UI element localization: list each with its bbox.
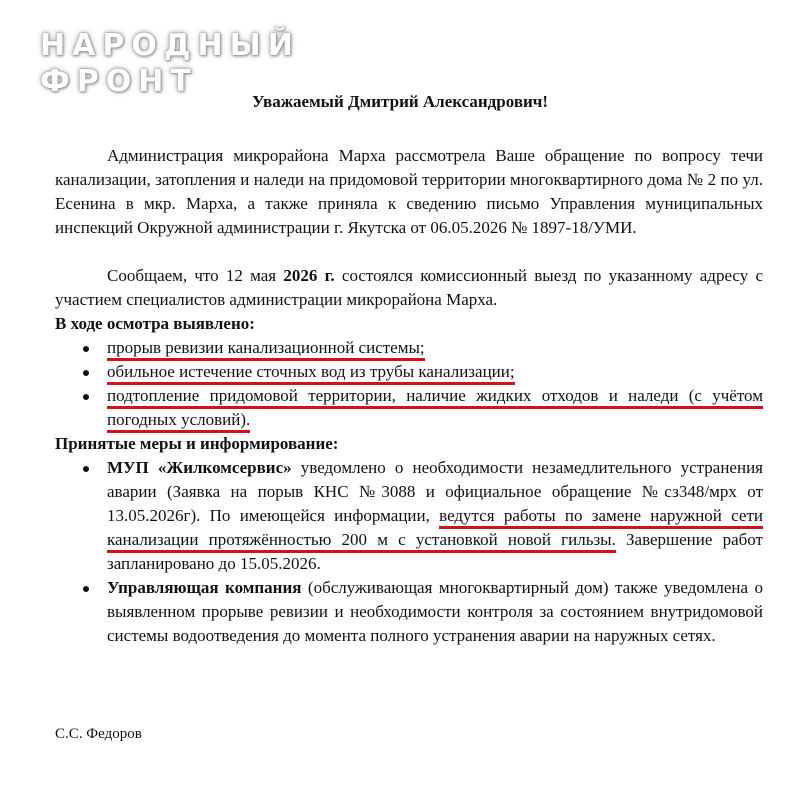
measures-list [0,456,763,648]
finding-3: подтопление придомовой территории, наличие жидких отходов и наледи (с учётом погодных условий). [107,386,763,433]
bullet-icon [83,586,89,592]
logo-line-2: ФРОНТ [40,64,198,99]
bullet-icon [83,466,89,472]
paragraph-1: Администрация микрорайона Марха рассмотрела Ваше обращение по вопросу течи канализации, затопления и наледи на придомовой территории многоквартирного дома № 2 по ул. Есенина в мкр. Марха, а также приняла к сведению письмо Управления муниципальных инспекций Окружной администрации г. Якутска от 06.05.2026 № 1897-18/УМИ. [55,146,763,237]
logo-line-1: НАРОДНЫЙ [40,28,300,63]
paragraph-2-start: Сообщаем, что 12 мая [107,266,284,285]
measure-2-org: Управляющая компания [107,578,302,597]
measures-heading: Принятые меры и информирование: [55,434,339,453]
paragraph-2 [55,264,763,312]
measure-1-completion: Завершение работ запланировано до 15.05.2026. [107,530,763,573]
paragraph-2-year: 2026 г. [283,266,335,285]
list-item [0,576,763,648]
signature: С.С. Федоров [55,726,142,742]
inspection-list [0,336,763,432]
list-item [0,456,763,576]
finding-1: прорыв ревизии канализационной системы; [107,338,425,361]
finding-2: обильное истечение сточных вод из трубы канализации; [107,362,515,385]
bullet-icon [83,394,89,400]
measure-1-text: уведомлено о необходимости незамедлительного устранения аварии (Заявка на порыв КНС №3088 и официальное обращение №сз348/мрх от 13.05.2026г). По имеющейся информации, [107,458,763,525]
measure-1-org: МУП «Жилкомсервис» [107,458,292,477]
list-item [0,360,763,384]
list-item [0,336,763,360]
measure-2-text: (обслуживающая многоквартирный дом) также уведомлена о выявленном прорыве ревизии и необходимости контроля за состоянием внутридомовой системы водоотведения до момента полного устранения аварии на наружных сетях. [107,578,763,645]
inspection-heading: В ходе осмотра выявлено: [55,314,255,333]
paragraph-2-end: состоялся комиссионный выезд по указанному адресу с участием специалистов администрации микрорайона Марха. [55,266,764,309]
bullet-icon [83,370,89,376]
measure-1-underlined: ведутся работы по замене наружной сети канализации протяжённостью 200 м с установкой новой гильзы. [107,506,763,553]
greeting: Уважаемый Дмитрий Александрович! [251,92,549,111]
bullet-icon [83,346,89,352]
list-item [0,384,763,432]
